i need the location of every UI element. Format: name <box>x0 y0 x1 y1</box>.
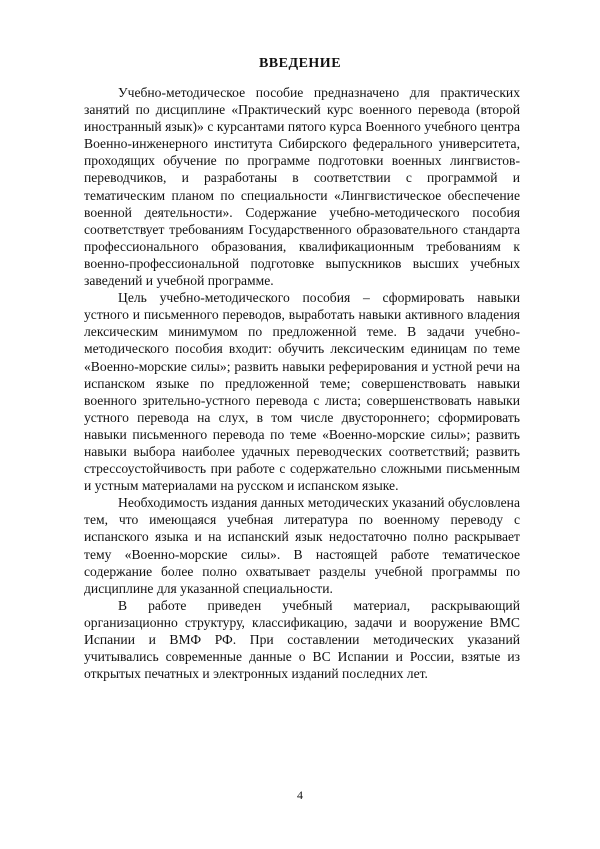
page-title: ВВЕДЕНИЕ <box>258 56 342 71</box>
paragraph-goals: Цель учебно-методического пособия – сформировать навыки устного и письменного переводов, выработать навыки активного владения лексическим минимумом по предложенной теме. В задачи учебно-методического пособия входит: обучить лексическим единицам по теме «Военно-морские силы»; развить навыки реферирования и устной речи на испанском языке по предложенной теме; совершенствовать навыки военного зрительно-устного перевода с листа; совершенствовать навыки устного перевода на слух, в том числе двустороннего; сформировать навыки письменного перевода по теме «Военно-морские силы»; развить навыки выбора наиболее удачных переводческих соответствий; развить стрессоустойчивость при работе с содержательно сложными письменным и устным материалами на русском и испанском языке. <box>84 290 520 494</box>
paragraph-contents: В работе приведен учебный материал, раскрывающий организационно структуру, классификацию, задачи и вооружение ВМС Испании и ВМФ РФ. При составлении методических указаний учитывались современные данные о ВС Испании и России, взятые из открытых печатных и электронных изданий последних лет. <box>84 597 520 682</box>
body-text <box>84 84 520 682</box>
page-number: 4 <box>297 788 303 802</box>
paragraph-purpose: Учебно-методическое пособие предназначено для практических занятий по дисциплине «Практический курс военного перевода (второй иностранный язык)» с курсантами пятого курса Военного учебного центра Военно-инженерного института Сибирского федерального университета, проходящих обучение по программе подготовки военных лингвистов-переводчиков, и разработаны в соответствии с программой и тематическим планом по специальности «Лингвистическое обеспечение военной деятельности». Содержание учебно-методического пособия соответствует требованиям Государственного образовательного стандарта профессионального образования, квалификационным требованиям к военно-профессиональной подготовке выпускников высших учебных заведений и учебной программе. <box>84 85 520 289</box>
paragraph-necessity: Необходимость издания данных методических указаний обусловлена тем, что имеющаяся учебная литература по военному переводу с испанского языка и на испанский язык недостаточно полно раскрывает тему «Военно-морские силы». В настоящей работе тематическое содержание более полно охватывает разделы учебной программы по дисциплине для указанной специальности. <box>84 495 520 596</box>
